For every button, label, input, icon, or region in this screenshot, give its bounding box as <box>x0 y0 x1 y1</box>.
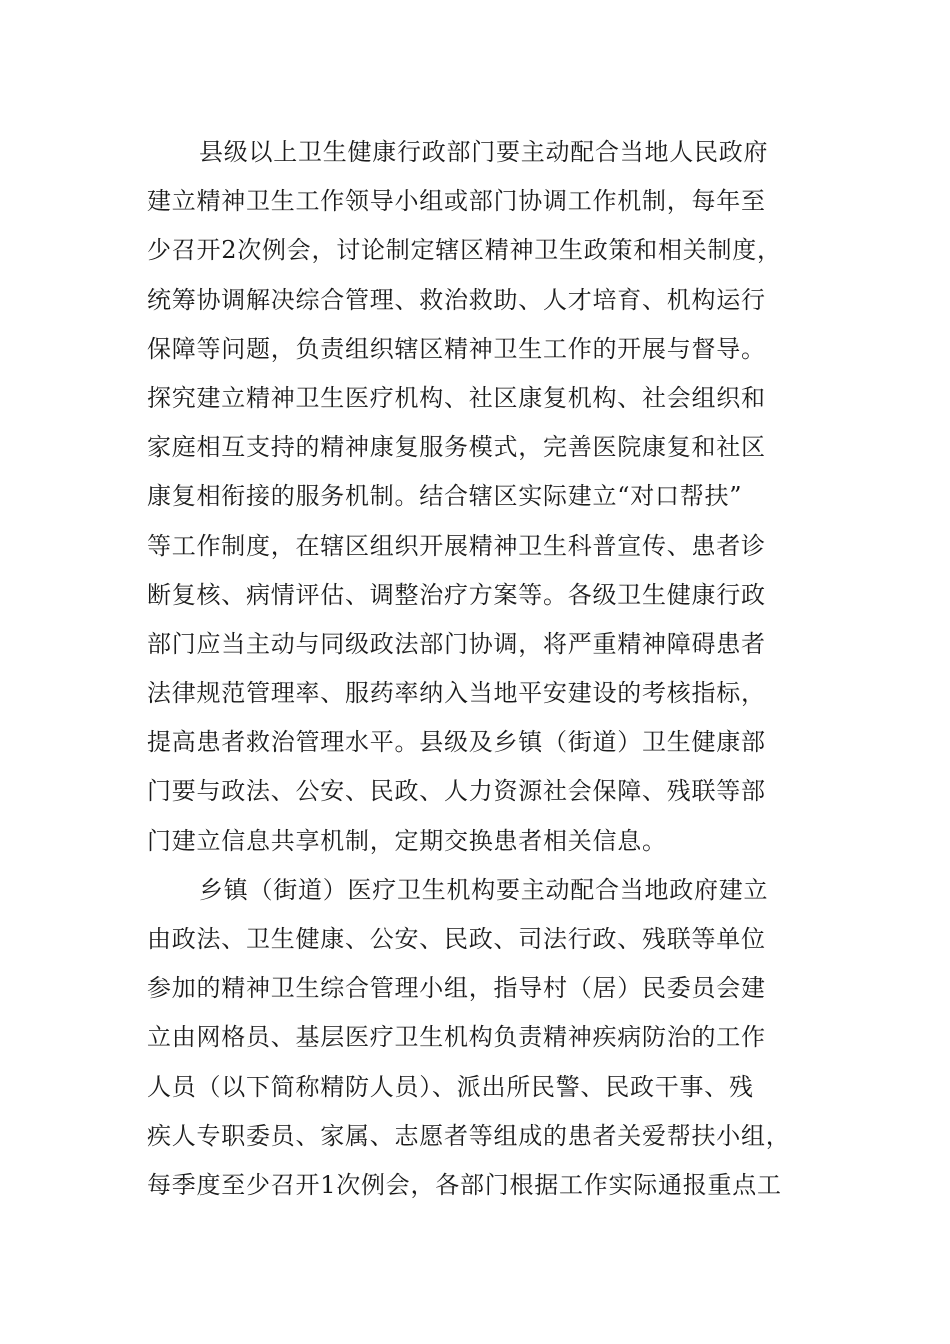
text-line: 断复核、病情评估、调整治疗方案等。各级卫生健康行政 <box>147 580 766 609</box>
text-line: 每季度至少召开1次例会，各部门根据工作实际通报重点工 <box>147 1170 782 1199</box>
text-line: 等工作制度，在辖区组织开展精神卫生科普宣传、患者诊 <box>147 531 766 560</box>
text-line: 门要与政法、公安、民政、人力资源社会保障、残联等部 <box>147 777 766 806</box>
text-line: 门建立信息共享机制，定期交换患者相关信息。 <box>147 826 667 855</box>
text-line: 统筹协调解决综合管理、救治救助、人才培育、机构运行 <box>147 285 766 314</box>
text-line: 县级以上卫生健康行政部门要主动配合当地人民政府 <box>199 138 769 166</box>
text-line: 法律规范管理率、服药率纳入当地平安建设的考核指标， <box>147 679 766 708</box>
paragraph-1 <box>147 128 807 866</box>
text-line: 提高患者救治管理水平。县级及乡镇（街道）卫生健康部 <box>147 728 766 757</box>
text-line: 建立精神卫生工作领导小组或部门协调工作机制，每年至 <box>147 187 766 216</box>
document-page <box>147 128 807 1210</box>
text-line: 由政法、卫生健康、公安、民政、司法行政、残联等单位 <box>147 925 766 953</box>
text-line: 保障等问题，负责组织辖区精神卫生工作的开展与督导。 <box>147 334 766 363</box>
paragraph-2 <box>147 866 807 1210</box>
text-line: 探究建立精神卫生医疗机构、社区康复机构、社会组织和 <box>147 383 766 412</box>
text-line: 康复相衔接的服务机制。结合辖区实际建立“对口帮扶” <box>147 482 743 511</box>
text-line: 人员（以下简称精防人员）、派出所民警、民政干事、残 <box>147 1072 754 1101</box>
text-line: 少召开2次例会，讨论制定辖区精神卫生政策和相关制度， <box>147 236 782 265</box>
text-line: 疾人专职委员、家属、志愿者等组成的患者关爱帮扶小组， <box>147 1121 791 1150</box>
text-line: 家庭相互支持的精神康复服务模式，完善医院康复和社区 <box>147 433 766 462</box>
text-line: 乡镇（街道）医疗卫生机构要主动配合当地政府建立 <box>199 875 769 904</box>
text-line: 参加的精神卫生综合管理小组，指导村（居）民委员会建 <box>147 974 766 1003</box>
text-line: 部门应当主动与同级政法部门协调，将严重精神障碍患者 <box>147 629 766 658</box>
text-line: 立由网格员、基层医疗卫生机构负责精神疾病防治的工作 <box>147 1023 766 1052</box>
